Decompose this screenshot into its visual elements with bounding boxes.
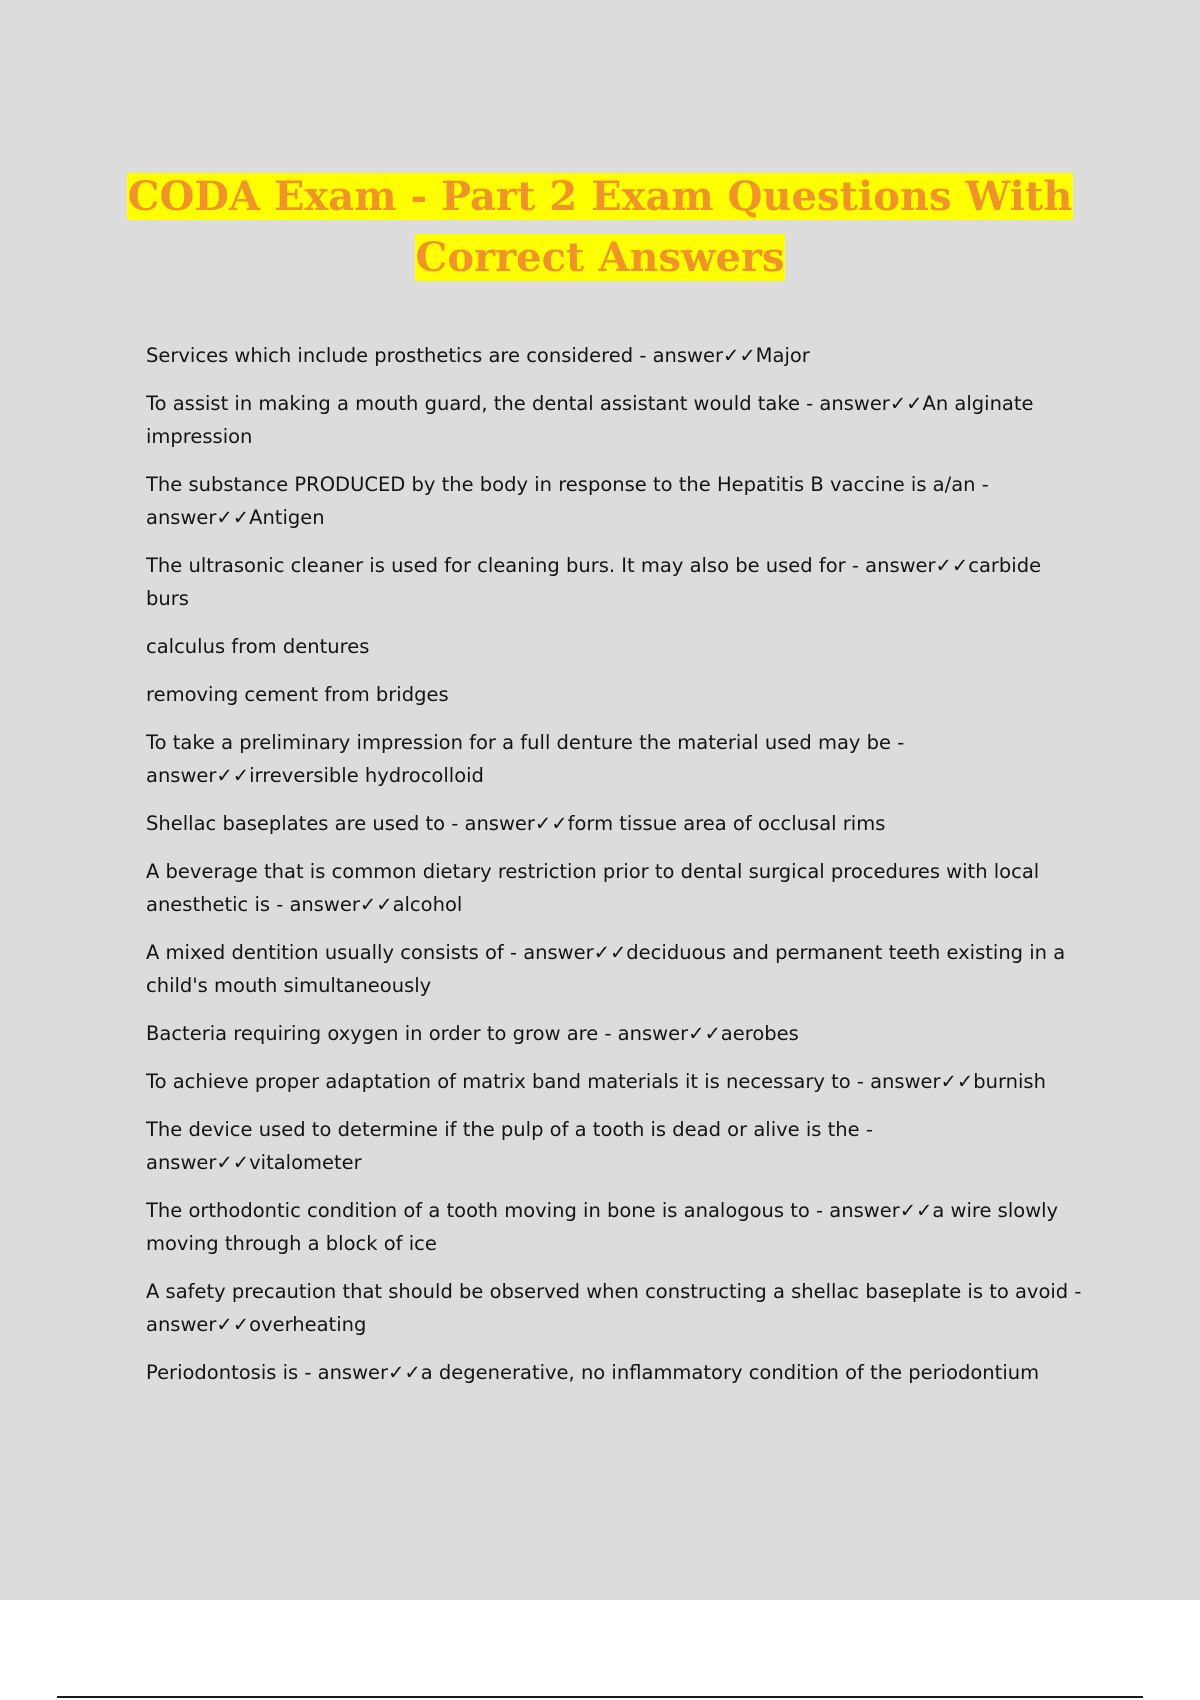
question-answer-6: removing cement from bridges	[146, 683, 449, 706]
question-answer-4: The ultrasonic cleaner is used for cleaning burs. It may also be used for - answer✓✓carbide burs	[146, 554, 1042, 610]
question-answer-15: A safety precaution that should be observed when constructing a shellac baseplate is to avoid - answer✓✓overheating	[146, 1280, 1082, 1336]
title-line-2: Correct Answers	[415, 234, 785, 281]
title-line-1: CODA Exam - Part 2 Exam Questions With	[127, 173, 1073, 220]
question-answer-1: Services which include prosthetics are considered - answer✓✓Major	[146, 344, 810, 367]
question-answer-8: Shellac baseplates are used to - answer✓✓form tissue area of occlusal rims	[146, 812, 886, 835]
footer-divider	[57, 1696, 1143, 1698]
question-answer-3: The substance PRODUCED by the body in response to the Hepatitis B vaccine is a/an - answer✓✓Antigen	[146, 473, 989, 529]
question-answer-16: Periodontosis is - answer✓✓a degenerative, no inflammatory condition of the periodontium	[146, 1361, 1040, 1384]
question-answer-7: To take a preliminary impression for a full denture the material used may be - answer✓✓irreversible hydrocolloid	[146, 731, 905, 787]
question-answer-12: To achieve proper adaptation of matrix band materials it is necessary to - answer✓✓burnish	[146, 1070, 1046, 1093]
question-answer-2: To assist in making a mouth guard, the dental assistant would take - answer✓✓An alginate impression	[146, 392, 1034, 448]
question-list	[146, 339, 1086, 1404]
question-answer-9: A beverage that is common dietary restriction prior to dental surgical procedures with local anesthetic is - answer✓✓alcohol	[146, 860, 1040, 916]
question-answer-11: Bacteria requiring oxygen in order to grow are - answer✓✓aerobes	[146, 1022, 799, 1045]
question-answer-5: calculus from dentures	[146, 635, 370, 658]
question-answer-10: A mixed dentition usually consists of - answer✓✓deciduous and permanent teeth existing in a child's mouth simultaneously	[146, 941, 1066, 997]
document-title	[0, 166, 1200, 288]
question-answer-13: The device used to determine if the pulp of a tooth is dead or alive is the - answer✓✓vitalometer	[146, 1118, 873, 1174]
question-answer-14: The orthodontic condition of a tooth moving in bone is analogous to - answer✓✓a wire slowly moving through a block of ice	[146, 1199, 1059, 1255]
